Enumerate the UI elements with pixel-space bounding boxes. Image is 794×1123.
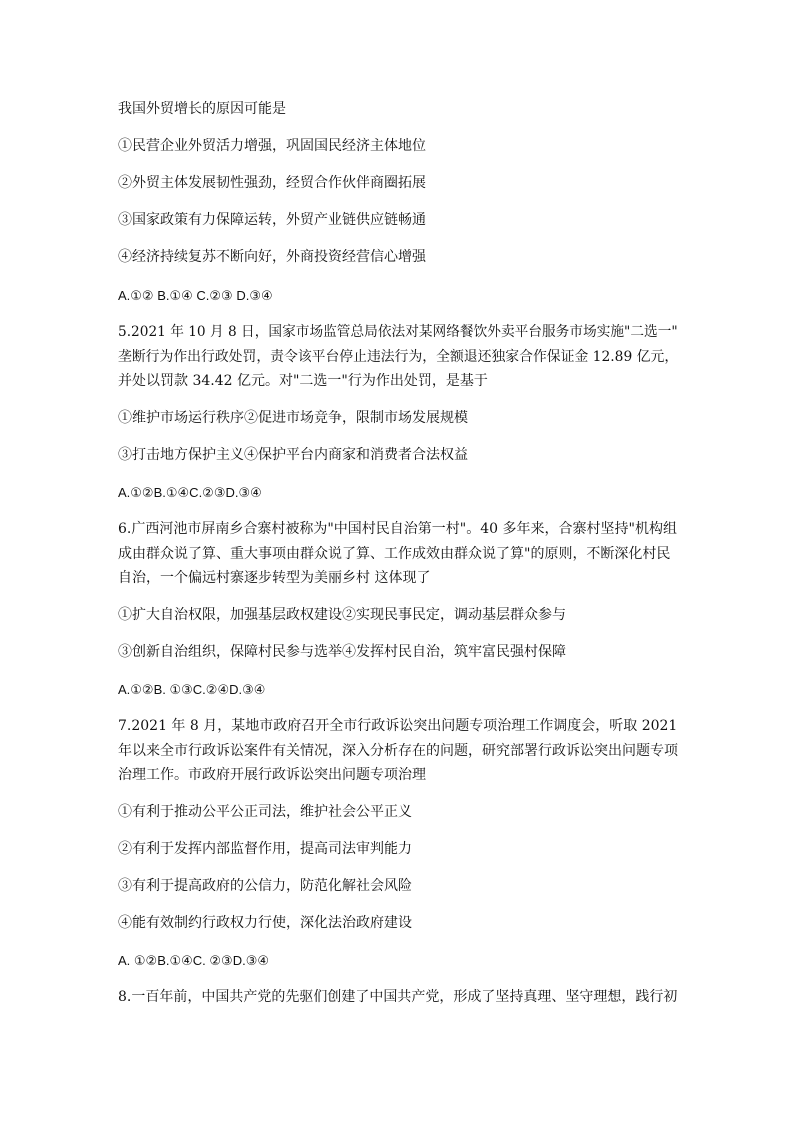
q7-item-4: ④能有效制约行政权力行使，深化法治政府建设 (118, 915, 412, 931)
q4-options: A.①② B.①④ C.②③ D.③④ (118, 288, 273, 303)
q7-options: A. ①②B.①④C. ②③D.③④ (118, 953, 270, 968)
q5-stem-line-3: 并处以罚款 34.42 亿元。对"二选一"行为作出处罚，是基于 (118, 373, 488, 389)
q7-item-1: ①有利于推动公平公正司法，维护社会公平正义 (118, 804, 412, 820)
q4-item-3: ③国家政策有力保障运转，外贸产业链供应链畅通 (118, 212, 426, 228)
q6-stem-line-2: 成由群众说了算、重大事项由群众说了算、工作成效由群众说了算"的原则，不断深化村民 (118, 546, 671, 562)
q6-item-2: ③创新自治组织，保障村民参与选举④发挥村民自治，筑牢富民强村保障 (118, 644, 566, 660)
q5-stem-line-2: 垄断行为作出行政处罚，责令该平台停止违法行为，全额退还独家合作保证金 12.89 亿元， (118, 349, 679, 365)
q5-item-1: ①维护市场运行秩序②促进市场竞争，限制市场发展规模 (118, 410, 468, 426)
q7-stem-line-3: 治理工作。市政府开展行政诉讼突出问题专项治理 (118, 767, 426, 783)
q6-stem-line-3: 自治，一个偏远村寨逐步转型为美丽乡村 这体现了 (118, 570, 431, 586)
q5-item-2: ③打击地方保护主义④保护平台内商家和消费者合法权益 (118, 447, 468, 463)
q4-stem: 我国外贸增长的原因可能是 (118, 101, 286, 117)
q4-item-4: ④经济持续复苏不断向好，外商投资经营信心增强 (118, 249, 426, 265)
q5-options: A.①②B.①④C.②③D.③④ (118, 485, 262, 500)
q6-item-1: ①扩大自治权限，加强基层政权建设②实现民事民定，调动基层群众参与 (118, 607, 566, 623)
q4-item-2: ②外贸主体发展韧性强劲，经贸合作伙伴商圈拓展 (118, 175, 426, 191)
q8-stem-line-1: 8.一百年前，中国共产党的先驱们创建了中国共产党，形成了坚持真理、坚守理想，践行初 (118, 989, 678, 1005)
q7-item-2: ②有利于发挥内部监督作用，提高司法审判能力 (118, 841, 412, 857)
q7-stem-line-1: 7.2021 年 8 月，某地市政府召开全市行政诉讼突出问题专项治理工作调度会，听取 2021 (118, 718, 678, 734)
q6-options: A.①②B. ①③C.②④D.③④ (118, 682, 266, 697)
q6-stem-line-1: 6.广西河池市屏南乡合寨村被称为"中国村民自治第一村"。40 多年来，合寨村坚持"机构组 (118, 521, 677, 537)
q7-stem-line-2: 年以来全市行政诉讼案件有关情况，深入分析存在的问题，研究部署行政诉讼突出问题专项 (118, 743, 678, 759)
q5-stem-line-1: 5.2021 年 10 月 8 日，国家市场监管总局依法对某网络餐饮外卖平台服务市场实施"二选一" (118, 324, 678, 340)
q7-item-3: ③有利于提高政府的公信力，防范化解社会风险 (118, 878, 412, 894)
q4-item-1: ①民营企业外贸活力增强，巩固国民经济主体地位 (118, 138, 426, 154)
